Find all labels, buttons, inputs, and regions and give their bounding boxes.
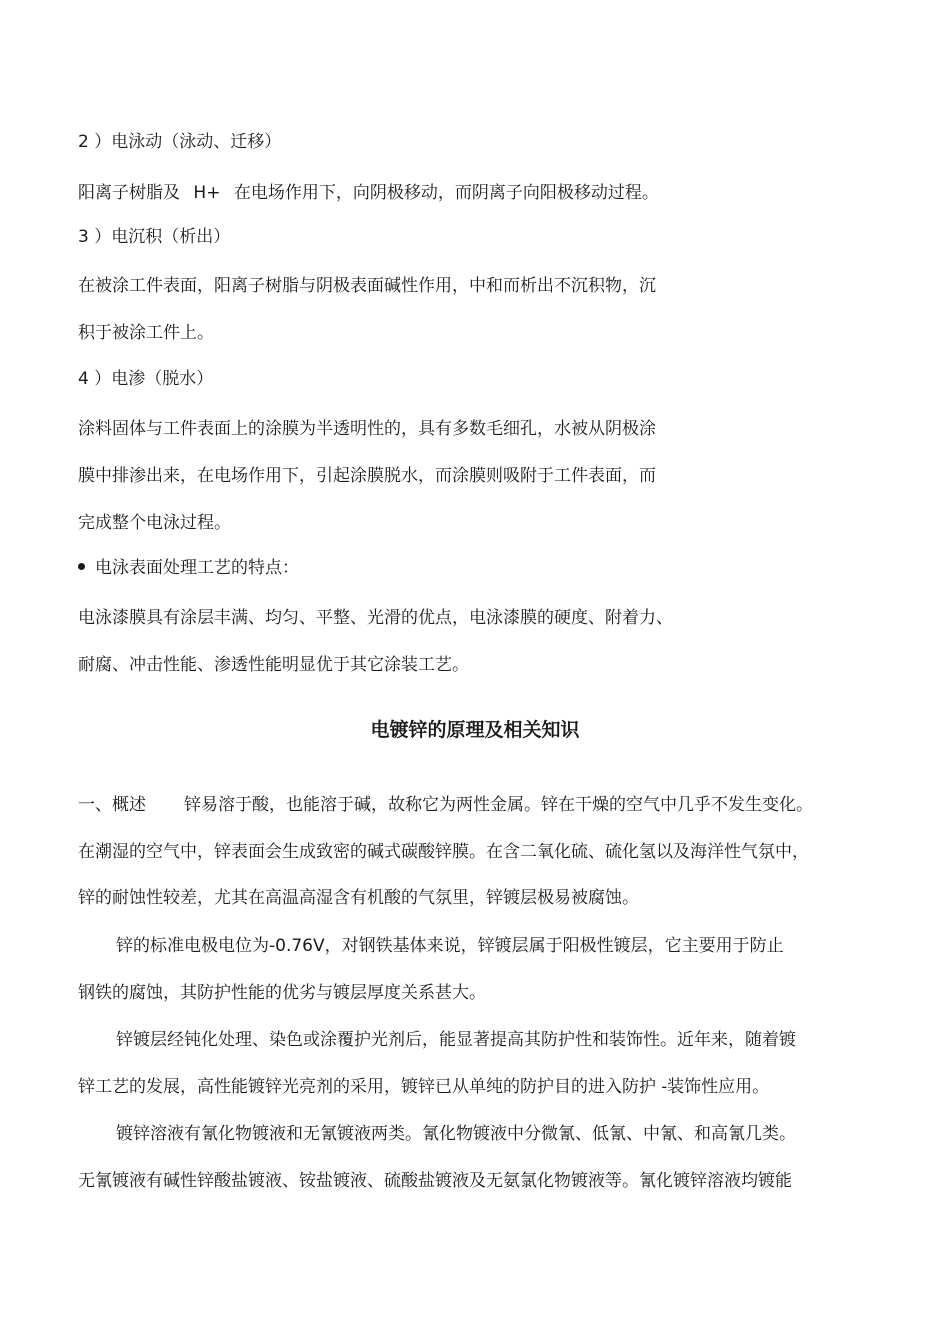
item3-title: ）电沉积（析出）: [94, 227, 231, 247]
item4-body-line-3: 完成整个电泳过程。: [78, 513, 231, 533]
item2-body-part-b: 在电场作用下，向阴极移动，而阴离子向阳极移动过程。: [233, 183, 659, 203]
overview-text: 锌易溶于酸，也能溶于碱，故称它为两性金属。锌在干燥的空气中几乎不发生变化。: [184, 795, 813, 815]
item2-number: 2: [78, 132, 89, 152]
paragraph2-part-b: ，对钢铁基体来说，锌镀层属于阳极性镀层，它主要用于防止: [324, 936, 784, 956]
overview-label: 一、概述: [78, 795, 146, 815]
item3-number: 3: [78, 227, 89, 247]
paragraph3-line-2: 锌工艺的发展，高性能镀锌光亮剂的采用，镀锌已从单纯的防护目的进入防护 -装饰性应用。: [78, 1077, 770, 1097]
overview-line-2: 在潮湿的空气中，锌表面会生成致密的碱式碳酸锌膜。在含二氧化硫、硫化氢以及海洋性气氛中，: [78, 842, 809, 862]
item2-body-ion: H+: [193, 183, 221, 203]
item3-body-line-1: 在被涂工件表面，阳离子树脂与阴极表面碱性作用，中和而析出不沉积物，沉: [78, 276, 656, 296]
item3-heading: [78, 226, 230, 248]
item2-body-part-a: 阳离子树脂及: [78, 183, 180, 203]
paragraph4-line-2: 无氰镀液有碱性锌酸盐镀液、铵盐镀液、硫酸盐镀液及无氨氯化物镀液等。氰化镀锌溶液均镀能: [78, 1171, 792, 1191]
overview-line-1: [78, 794, 813, 816]
bullet-heading: [78, 557, 299, 579]
features-line-2: 耐腐、冲击性能、渗透性能明显优于其它涂装工艺。: [78, 655, 469, 675]
item2-body: [78, 182, 659, 204]
features-line-1: 电泳漆膜具有涂层丰满、均匀、平整、光滑的优点，电泳漆膜的硬度、附着力、: [78, 608, 673, 628]
item3-body-line-2: 积于被涂工件上。: [78, 323, 214, 343]
item4-body-line-1: 涂料固体与工件表面上的涂膜为半透明性的，具有多数毛细孔，水被从阴极涂: [78, 419, 656, 439]
paragraph3-line-1: 锌镀层经钝化处理、染色或涂覆护光剂后，能显著提高其防护性和装饰性。近年来，随着镀: [116, 1030, 796, 1050]
paragraph2-potential-value: -0.76V: [269, 936, 325, 956]
overview-line-3: 锌的耐蚀性较差，尤其在高温高湿含有机酸的气氛里，锌镀层极易被腐蚀。: [78, 888, 639, 908]
paragraph2-part-a: 锌的标准电极电位为: [116, 936, 269, 956]
item2-heading: [78, 131, 281, 153]
bullet-title: 电泳表面处理工艺的特点：: [95, 558, 299, 578]
item4-title: ）电渗（脱水）: [94, 369, 214, 389]
item2-title: ）电泳动（泳动、迁移）: [94, 132, 282, 152]
section-heading: 电镀锌的原理及相关知识: [370, 719, 580, 741]
bullet-dot-icon: [78, 563, 85, 570]
paragraph2-line-2: 钢铁的腐蚀，其防护性能的优劣与镀层厚度关系甚大。: [78, 983, 486, 1003]
item4-number: 4: [78, 369, 89, 389]
paragraph2-line-1: [78, 935, 784, 957]
paragraph4-line-1: 镀锌溶液有氰化物镀液和无氰镀液两类。氰化物镀液中分微氰、低氰、中氰、和高氰几类。: [116, 1124, 796, 1144]
item4-heading: [78, 368, 213, 390]
item4-body-line-2: 膜中排渗出来，在电场作用下，引起涂膜脱水，而涂膜则吸附于工件表面，而: [78, 466, 656, 486]
